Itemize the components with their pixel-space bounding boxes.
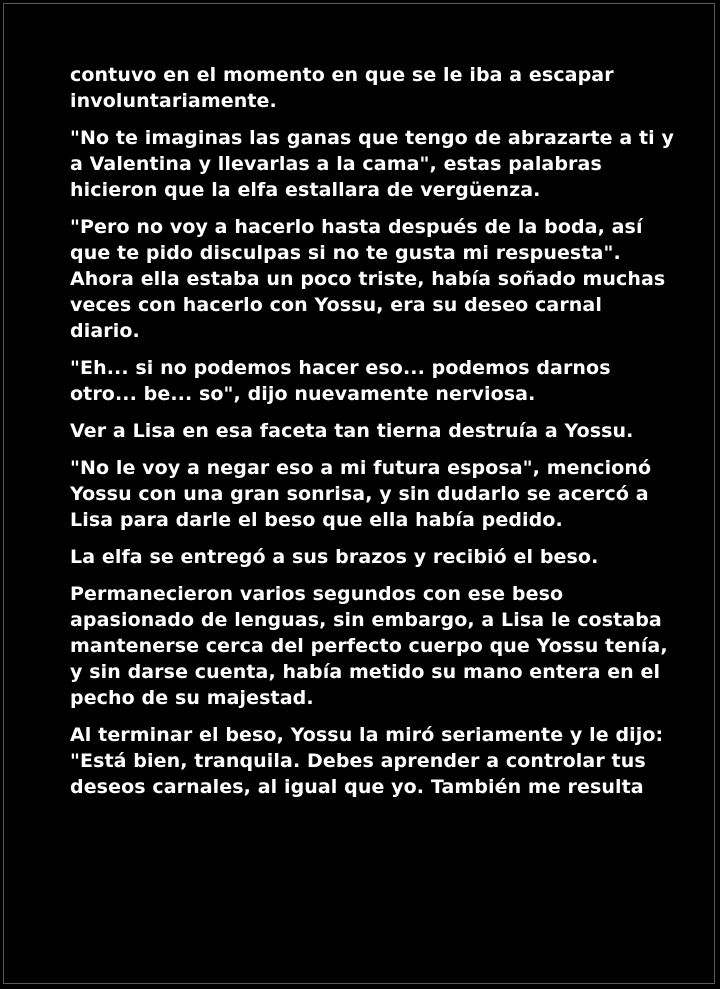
text-line: Al terminar el beso, Yossu la miró seriamente y le dijo: <box>70 724 664 746</box>
text-line: deseos carnales, al igual que yo. También me resulta <box>70 776 644 798</box>
text-line: contuvo en el momento en que se le iba a escapar <box>70 64 614 86</box>
text-line: La elfa se entregó a sus brazos y recibió el beso. <box>70 546 599 568</box>
text-line: que te pido disculpas si no te gusta mi respuesta". <box>70 242 621 264</box>
text-line: a Valentina y llevarlas a la cama", estas palabras <box>70 153 602 175</box>
text-line: Ahora ella estaba un poco triste, había soñado muchas <box>70 268 666 290</box>
text-line: y sin darse cuenta, había metido su mano entera en el <box>70 661 661 683</box>
text-line: "Está bien, tranquila. Debes aprender a controlar tus <box>70 750 646 772</box>
text-line: diario. <box>70 320 140 342</box>
paragraph <box>70 418 650 444</box>
text-line: Yossu con una gran sonrisa, y sin dudarlo se acercó a <box>70 483 649 505</box>
text-line: veces con hacerlo con Yossu, era su deseo carnal <box>70 294 602 316</box>
text-line: "No te imaginas las ganas que tengo de abrazarte a ti y <box>70 127 674 149</box>
paragraph <box>70 62 650 114</box>
text-line: Permanecieron varios segundos con ese beso <box>70 583 564 605</box>
text-line: "No le voy a negar eso a mi futura esposa", mencionó <box>70 457 652 479</box>
text-line: Lisa para darle el beso que ella había pedido. <box>70 509 563 531</box>
paragraph <box>70 125 674 203</box>
paragraph <box>70 455 650 533</box>
paragraph <box>70 581 668 711</box>
text-line: "Pero no voy a hacerlo hasta después de la boda, así <box>70 216 643 238</box>
text-line: apasionado de lenguas, sin embargo, a Lisa le costaba <box>70 609 662 631</box>
text-line: involuntariamente. <box>70 90 277 112</box>
text-line: hicieron que la elfa estallara de vergüenza. <box>70 179 541 201</box>
text-line: pecho de su majestad. <box>70 687 314 709</box>
story-text <box>70 62 674 811</box>
text-line: Ver a Lisa en esa faceta tan tierna destruía a Yossu. <box>70 420 634 442</box>
text-line: mantenerse cerca del perfecto cuerpo que Yossu tenía, <box>70 635 668 657</box>
text-line: otro... be... so", dijo nuevamente nerviosa. <box>70 383 536 405</box>
paragraph <box>70 722 664 800</box>
text-line: "Eh... si no podemos hacer eso... podemos darnos <box>70 357 611 379</box>
paragraph <box>70 544 650 570</box>
paragraph <box>70 355 650 407</box>
paragraph <box>70 214 666 344</box>
